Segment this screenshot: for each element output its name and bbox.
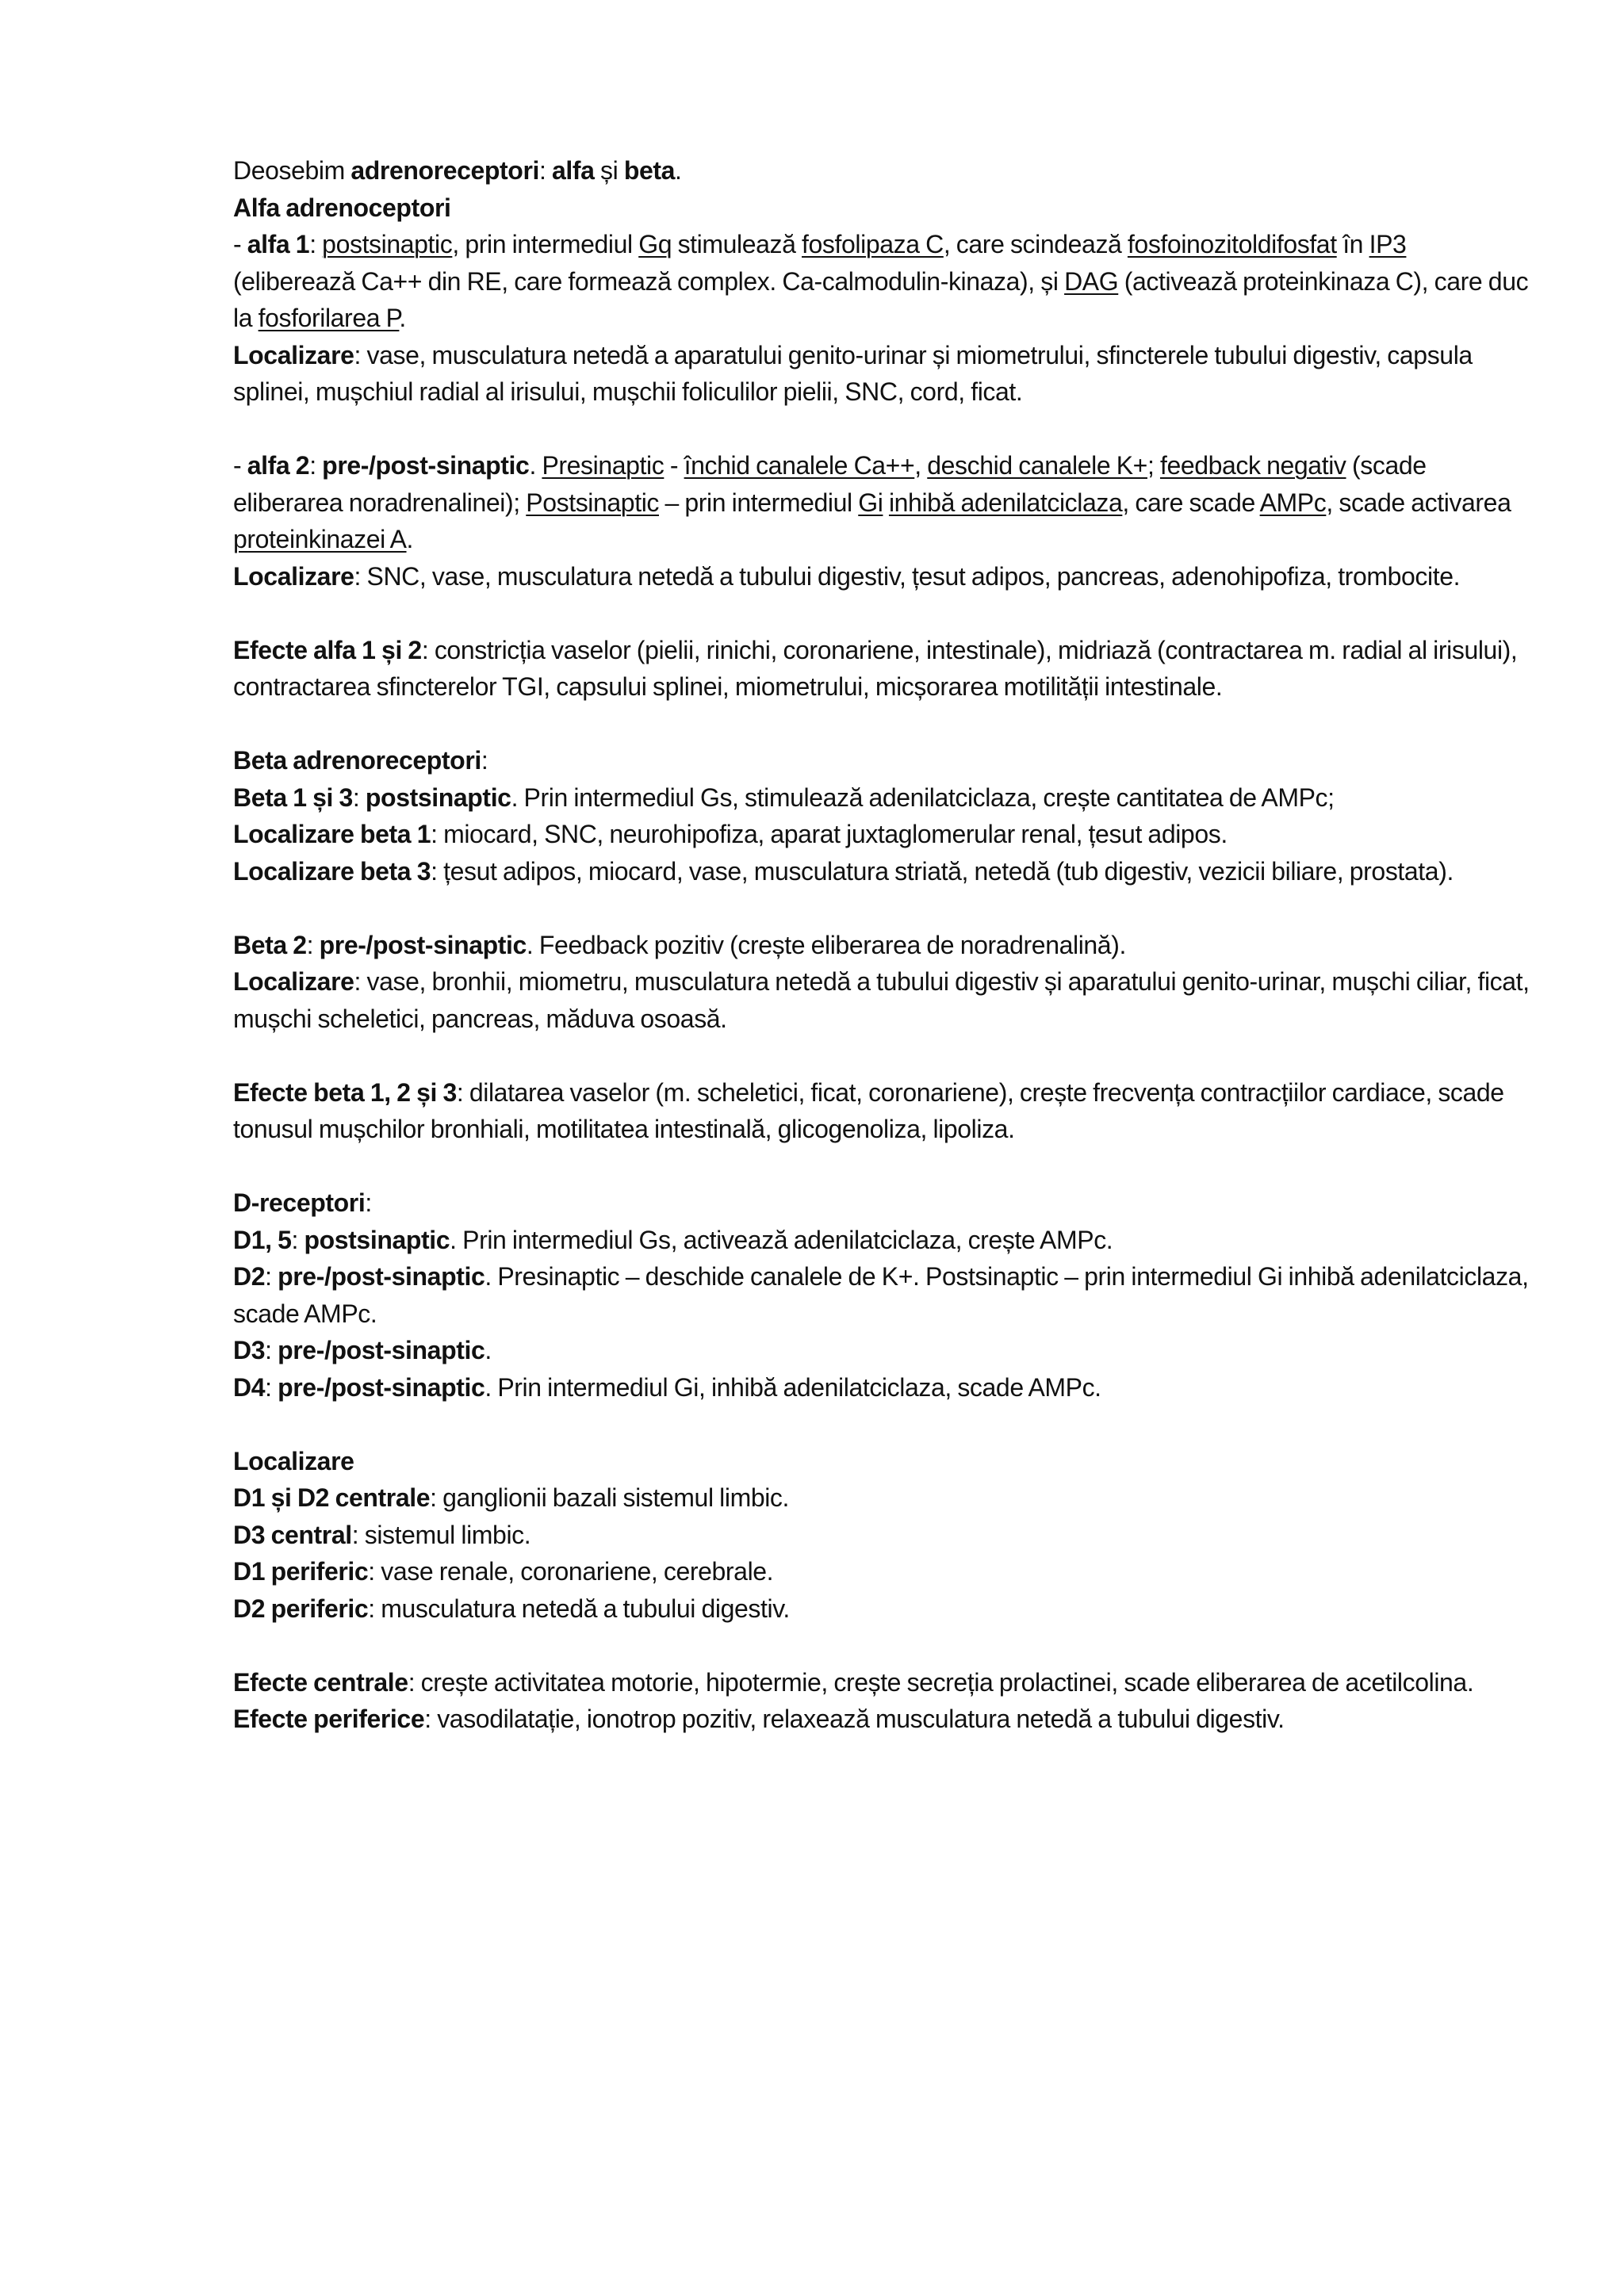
text-run: : <box>291 1225 304 1254</box>
underlined-text: proteinkinazei A <box>233 525 407 553</box>
alfa2-paragraph <box>233 447 1534 558</box>
spacer <box>233 1627 1534 1664</box>
bold-text: alfa 2 <box>247 451 310 480</box>
spacer <box>233 890 1534 927</box>
text-run: : <box>352 783 366 812</box>
spacer <box>233 595 1534 632</box>
spacer <box>233 706 1534 743</box>
text-run: . Prin intermediul Gi, inhibă adenilatciclaza, scade AMPc. <box>485 1372 1101 1402</box>
bold-text: D2 periferic <box>233 1594 369 1623</box>
bold-text: D4 <box>233 1372 266 1402</box>
text-run: : <box>265 1372 278 1402</box>
d4-paragraph <box>233 1369 1534 1406</box>
alfa1-paragraph <box>233 226 1534 337</box>
text-run: : <box>265 1262 278 1291</box>
text-run: : <box>309 451 323 480</box>
d15-paragraph <box>233 1222 1534 1259</box>
alfa-heading <box>233 189 1534 227</box>
beta-heading <box>233 742 1534 779</box>
beta2-localizare <box>233 963 1534 1037</box>
d-heading <box>233 1184 1534 1222</box>
text-run: : constricția vaselor (pielii, rinichi, coronariene, intestinale), midriază (contractarea m. radial al irisului), contractarea sfincterelor TGI, capsului splinei, miometrului, micșorarea motilității intestinale. <box>233 635 1518 701</box>
bold-text: Beta 2 <box>233 930 307 959</box>
beta1-localizare <box>233 816 1534 853</box>
bold-text: pre-/post-sinaptic <box>278 1262 485 1291</box>
bold-text: postsinaptic <box>304 1225 450 1254</box>
text-run <box>883 488 889 517</box>
alfa1-localizare <box>233 337 1534 411</box>
text-run: : <box>365 1188 372 1217</box>
text-run: : țesut adipos, miocard, vase, musculatura striată, netedă (tub digestiv, vezicii biliare, prostata). <box>431 856 1454 886</box>
text-run: : musculatura netedă a tubului digestiv. <box>368 1594 790 1623</box>
bold-text: pre-/post-sinaptic <box>278 1336 485 1364</box>
d1-d2-centrale <box>233 1479 1534 1517</box>
underlined-text: IP3 <box>1369 230 1407 258</box>
bold-text: D3 <box>233 1336 266 1364</box>
text-run: (activează proteinkinaza C), care duc la <box>233 266 1529 332</box>
bold-text: Alfa adrenoceptori <box>233 193 451 222</box>
text-run: : <box>265 1336 278 1364</box>
text-run: : vase renale, coronariene, cerebrale. <box>368 1557 774 1586</box>
beta-efecte <box>233 1074 1534 1148</box>
text-run: . <box>675 156 682 185</box>
d3-central <box>233 1517 1534 1554</box>
d1-periferic <box>233 1553 1534 1590</box>
underlined-text: Gi <box>858 488 883 517</box>
bold-text: Localizare beta 1 <box>233 820 431 848</box>
alfa2-localizare <box>233 558 1534 595</box>
underlined-text: feedback negativ <box>1159 451 1346 480</box>
underlined-text: deschid canalele K+ <box>927 451 1147 480</box>
efecte-periferice <box>233 1701 1534 1738</box>
text-run: - <box>233 230 247 258</box>
text-run: : vase, musculatura netedă a aparatului genito-urinar și miometrului, sfincterele tubului digestiv, capsula splinei, mușchiul radial al irisului, mușchii foliculilor pielii, SNC, cord, ficat. <box>233 340 1473 406</box>
text-run: : <box>539 156 552 185</box>
document-body <box>233 152 1534 1738</box>
bold-text: Localizare <box>233 1446 354 1475</box>
text-run: : miocard, SNC, neurohipofiza, aparat juxtaglomerular renal, țesut adipos. <box>431 820 1228 848</box>
underlined-text: Gq <box>638 230 672 258</box>
bold-text: D3 central <box>233 1520 352 1549</box>
underlined-text: Postsinaptic <box>526 488 659 517</box>
text-run: : <box>306 930 320 959</box>
text-run: . <box>406 525 414 553</box>
bold-text: alfa 1 <box>247 230 310 258</box>
text-run: (scade eliberarea noradrenalinei); <box>233 451 1427 517</box>
bold-text: Beta adrenoreceptori <box>233 746 481 775</box>
text-run: , <box>914 451 928 480</box>
text-run: . Presinaptic – deschide canalele de K+. Postsinaptic – prin intermediul Gi inhibă adenilatciclaza, scade AMPc. <box>233 1262 1529 1328</box>
bold-text: Beta 1 și 3 <box>233 783 353 812</box>
underlined-text: fosfoinozitoldifosfat <box>1127 230 1337 258</box>
localizare-heading <box>233 1443 1534 1480</box>
bold-text: D1 și D2 centrale <box>233 1483 431 1512</box>
bold-text: Localizare <box>233 340 354 369</box>
text-run: : dilatarea vaselor (m. scheletici, ficat, coronariene), crește frecvența contracțiilor cardiace, scade tonusul mușchilor bronhiali, motilitatea intestinală, glicogenoliza, lipoliza. <box>233 1077 1504 1143</box>
text-run: , prin intermediul <box>452 230 639 258</box>
bold-text: pre-/post-sinaptic <box>322 451 530 480</box>
spacer <box>233 1406 1534 1443</box>
text-run: ; <box>1147 451 1160 480</box>
underlined-text: fosfolipaza C <box>802 230 944 258</box>
text-run: . Prin intermediul Gs, stimulează adenilatciclaza, crește cantitatea de AMPc; <box>511 783 1335 812</box>
efecte-centrale <box>233 1664 1534 1701</box>
text-run: (eliberează Ca++ din RE, care formează complex. Ca-calmodulin-kinaza), și <box>233 266 1065 296</box>
bold-text: pre-/post-sinaptic <box>278 1372 485 1402</box>
bold-text: Efecte alfa 1 și 2 <box>233 635 422 664</box>
text-run: stimulează <box>672 230 802 258</box>
underlined-text: inhibă adenilatciclaza <box>888 488 1123 517</box>
text-run: : vasodilatație, ionotrop pozitiv, relaxează musculatura netedă a tubului digestiv. <box>424 1705 1285 1733</box>
bold-text: Localizare <box>233 561 354 591</box>
text-run: : <box>309 230 323 258</box>
text-run: Deosebim <box>233 156 351 185</box>
d3-paragraph <box>233 1332 1534 1369</box>
underlined-text: postsinaptic <box>322 230 453 258</box>
intro-paragraph <box>233 152 1534 189</box>
text-run: , care scindează <box>943 230 1128 258</box>
text-run: : SNC, vase, musculatura netedă a tubului digestiv, țesut adipos, pancreas, adenohipofiza, trombocite. <box>354 561 1461 591</box>
spacer <box>233 1148 1534 1185</box>
bold-text: D1, 5 <box>233 1225 292 1254</box>
bold-text: D2 <box>233 1262 266 1291</box>
bold-text: beta <box>623 156 676 185</box>
underlined-text: AMPc <box>1259 488 1327 517</box>
bold-text: alfa <box>551 156 595 185</box>
bold-text: adrenoreceptori <box>350 156 539 185</box>
beta3-localizare <box>233 853 1534 890</box>
underlined-text: DAG <box>1064 266 1119 296</box>
text-run: : crește activitatea motorie, hipotermie, crește secreția prolactinei, scade eliberarea de acetilcolina. <box>408 1667 1474 1697</box>
d2-paragraph <box>233 1258 1534 1332</box>
text-run: - <box>664 451 684 480</box>
bold-text: Efecte periferice <box>233 1705 425 1733</box>
text-run: , scade activarea <box>1326 488 1511 517</box>
bold-text: postsinaptic <box>365 783 511 812</box>
spacer <box>233 411 1534 448</box>
text-run: : <box>481 746 488 775</box>
text-run: : ganglionii bazali sistemul limbic. <box>430 1483 790 1512</box>
bold-text: Efecte centrale <box>233 1667 408 1697</box>
text-run: : sistemul limbic. <box>351 1520 531 1549</box>
underlined-text: Presinaptic <box>542 451 665 480</box>
spacer <box>233 1037 1534 1074</box>
bold-text: Localizare beta 3 <box>233 856 431 886</box>
bold-text: D-receptori <box>233 1188 366 1217</box>
text-run: : vase, bronhii, miometru, musculatura netedă a tubului digestiv și aparatului genito-urinar, mușchi ciliar, ficat, mușchi scheletici, pancreas, măduva osoasă. <box>233 967 1530 1033</box>
text-run: . Prin intermediul Gs, activează adenilatciclaza, crește AMPc. <box>450 1225 1113 1254</box>
bold-text: pre-/post-sinaptic <box>319 930 527 959</box>
alfa-efecte <box>233 632 1534 706</box>
text-run: în <box>1336 230 1369 258</box>
bold-text: Localizare <box>233 967 354 996</box>
text-run: . <box>485 1336 492 1364</box>
bold-text: D1 periferic <box>233 1557 369 1586</box>
text-run: , care scade <box>1122 488 1260 517</box>
text-run: . <box>529 451 542 480</box>
text-run: - <box>233 451 247 480</box>
underlined-text: închid canalele Ca++ <box>684 451 915 480</box>
text-run: . Feedback pozitiv (crește eliberarea de noradrenalină). <box>526 930 1126 959</box>
text-run: . <box>399 304 406 332</box>
bold-text: Efecte beta 1, 2 și 3 <box>233 1077 457 1107</box>
text-run: – prin intermediul <box>659 488 859 517</box>
beta2-paragraph <box>233 927 1534 964</box>
underlined-text: fosforilarea P <box>258 304 400 332</box>
beta13-paragraph <box>233 779 1534 817</box>
d2-periferic <box>233 1590 1534 1628</box>
text-run: și <box>594 156 624 185</box>
